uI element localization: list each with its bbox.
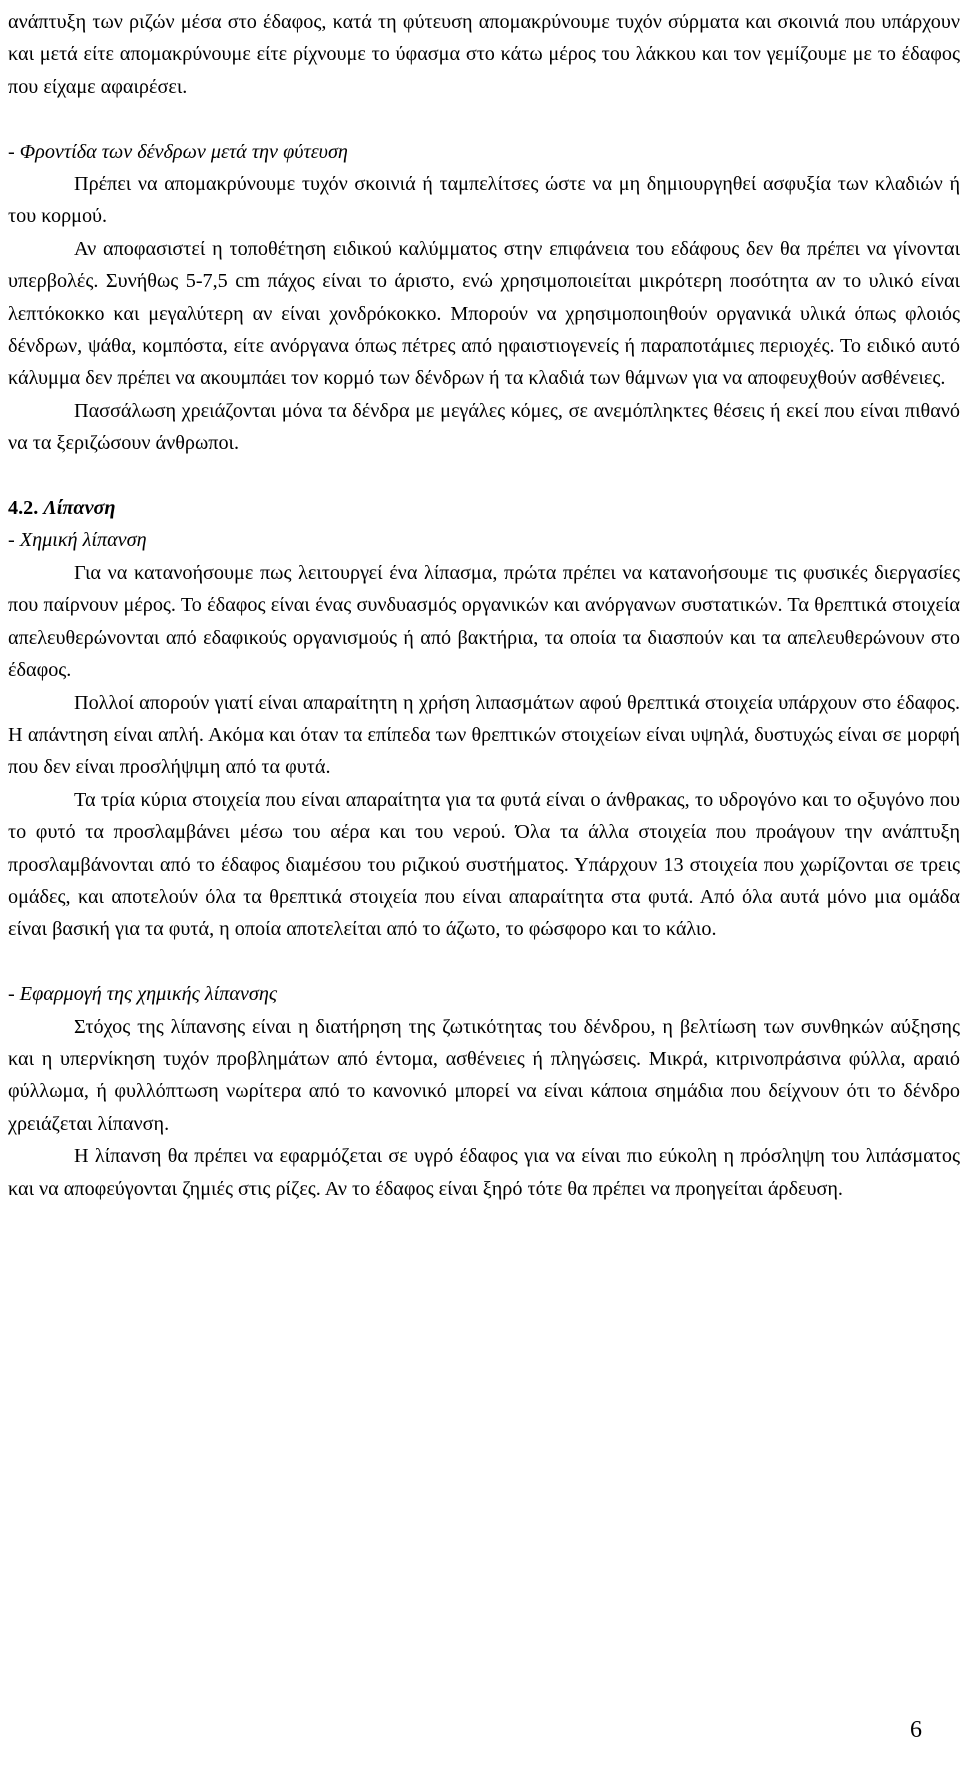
spacer (8, 460, 960, 492)
paragraph: Για να κατανοήσουμε πως λειτουργεί ένα λίπασμα, πρώτα πρέπει να κατανοήσουμε τις φυσικές διεργασίες που παίρνουν μέρος. Το έδαφος είναι ένας συνδυασμός οργανικών και ανόργανων συστατικών. Τα θρεπτικά στοιχεία απελευθερώνονται από εδαφικούς οργανισμούς ή από βακτήρια, τα οποία τα διασπούν και τα απελευθερώνουν στο έδαφος. (8, 561, 960, 682)
section-number: 4.2. (8, 497, 39, 520)
paragraph: Πρέπει να απομακρύνουμε τυχόν σκοινιά ή ταμπελίτσες ώστε να μη δημιουργηθεί ασφυξία των κλαδιών ή του κορμού. (8, 173, 960, 228)
paragraph: Τα τρία κύρια στοιχεία που είναι απαραίτητα για τα φυτά είναι ο άνθρακας, το υδρογόνο και το οξυγόνο που το φυτό τα προσλαμβάνει μέσω του αέρα και του νερού. Όλα τα άλλα στοιχεία που προάγουν την ανάπτυξη προσλαμβάνονται από το έδαφος διαμέσου του ριζικού συστήματος. Υπάρχουν 13 στοιχεία που χωρίζονται σε τρεις ομάδες, και αποτελούν όλα τα θρεπτικά στοιχεία που είναι απαραίτητα στα φυτά. Από όλα αυτά μόνο μια ομάδα είναι βασική για τα φυτά, η οποία αποτελείται από το άζωτο, το φώσφορο και το κάλιο. (8, 788, 960, 941)
paragraph: Στόχος της λίπανσης είναι η διατήρηση της ζωτικότητας του δένδρου, η βελτίωση των συνθηκών αύξησης και η υπερνίκηση τυχόν προβλημάτων από έντομα, ασθένειες ή πληγώσεις. Μικρά, κιτρινοπράσινα φύλλα, αραιό φύλλωμα, ή φυλλόπτωση νωρίτερα από το κανονικό μπορεί να είναι κάποια σημάδια που δείχνουν ότι το δένδρο χρειάζεται λίπανση. (8, 1015, 960, 1135)
subheading-chemical-fertilization: - Χημική λίπανση (8, 529, 147, 552)
page-body (8, 6, 960, 1205)
spacer (8, 103, 960, 135)
section-title: Λίπανση (43, 497, 116, 520)
paragraph: Πασσάλωση χρειάζονται μόνα τα δένδρα με μεγάλες κόμες, σε ανεμόπληκτες θέσεις ή εκεί που είναι πιθανό να τα ξεριζώσουν άνθρωποι. (8, 399, 960, 455)
spacer (8, 946, 960, 978)
page-number: 6 (910, 1717, 922, 1743)
paragraph: Πολλοί απορούν γιατί είναι απαραίτητη η χρήση λιπασμάτων αφού θρεπτικά στοιχεία υπάρχουν στο έδαφος. Η απάντηση είναι απλή. Ακόμα και όταν τα επίπεδα των θρεπτικών στοιχείων είναι υψηλά, δυστυχώς είναι σε μορφή που δεν είναι προσλήψιμη από τα φυτά. (8, 691, 960, 779)
subheading-fertilizer-application: - Εφαρμογή της χημικής λίπανσης (8, 983, 278, 1006)
subheading-tree-care: - Φροντίδα των δένδρων μετά την φύτευση (8, 140, 348, 163)
paragraph-continuation: ανάπτυξη των ριζών μέσα στο έδαφος, κατά τη φύτευση απομακρύνουμε τυχόν σύρματα και σκοινιά που υπάρχουν και μετά είτε απομακρύνουμε είτε ρίχνουμε το ύφασμα στο κάτω μέρος του λάκκου και τον γεμίζουμε με το έδαφος που είχαμε αφαιρέσει. (8, 11, 960, 98)
paragraph: Η λίπανση θα πρέπει να εφαρμόζεται σε υγρό έδαφος για να είναι πιο εύκολη η πρόσληψη του λιπάσματος και να αποφεύγονται ζημιές στις ρίζες. Αν το έδαφος είναι ξηρό τότε θα πρέπει να προηγείται άρδευση. (8, 1145, 960, 1200)
section-heading (8, 492, 960, 524)
paragraph: Αν αποφασιστεί η τοποθέτηση ειδικού καλύμματος στην επιφάνεια του εδάφους δεν θα πρέπει να γίνονται υπερβολές. Συνήθως 5-7,5 cm πάχος είναι το άριστο, ενώ χρησιμοποιείται μικρότερη ποσότητα αν το υλικό είναι λεπτόκοκκο και μεγαλύτερη αν είναι χονδρόκοκκο. Μπορούν να χρησιμοποιηθούν οργανικά υλικά όπως φλοιός δένδρων, ψάθα, κομπόστα, είτε ανόργανα όπως πέτρες από ηφαιστιογενείς ή παραποτάμιες περιοχές. Το ειδικό αυτό κάλυμμα δεν πρέπει να ακουμπάει τον κορμό των δένδρων ή τα κλαδιά των θάμνων για να αποφευχθούν ασθένειες. (8, 237, 960, 390)
